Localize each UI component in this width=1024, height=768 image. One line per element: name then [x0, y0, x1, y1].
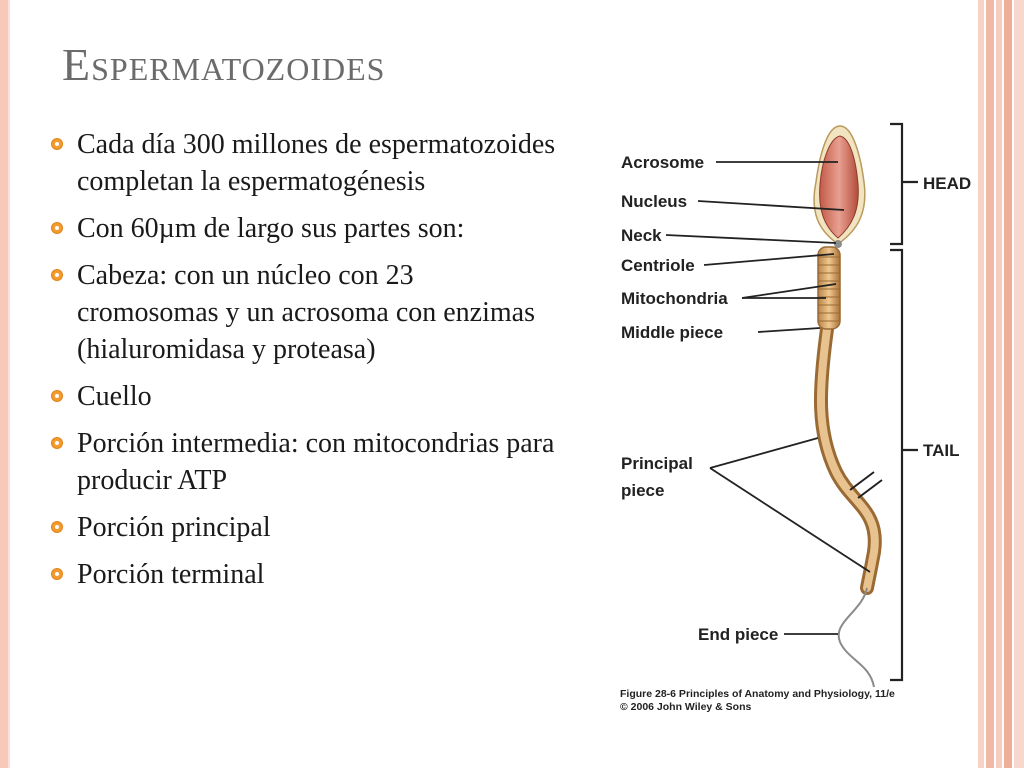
bullet-text: Con 60µm de largo sus partes son:: [77, 213, 465, 244]
middle-piece-shape: [818, 247, 840, 329]
right-frame-stripe: [986, 0, 994, 768]
label-middle-piece: Middle piece: [621, 323, 724, 342]
label-tail: TAIL: [923, 441, 960, 460]
sperm-diagram: [612, 112, 982, 722]
label-acrosome: Acrosome: [621, 153, 705, 172]
right-frame-stripe: [1014, 0, 1024, 768]
bullet-icon: [52, 438, 62, 448]
label-principal-piece-line2: piece: [621, 481, 665, 500]
bullet-text: Porción principal: [77, 512, 271, 543]
tail-bracket: [890, 250, 918, 680]
bullet-text: Cada día 300 millones de espermatozoides completan la espermatogénesis: [77, 129, 556, 197]
label-end-piece: End piece: [698, 625, 779, 644]
figure-credit-line1: Figure 28-6 Principles of Anatomy and Physiology, 11/e: [620, 688, 895, 700]
label-head: HEAD: [923, 174, 972, 193]
bullet-icon: [52, 522, 62, 532]
left-frame-stripe: [0, 0, 8, 768]
bullet-item: [50, 126, 560, 200]
bullet-list: [50, 126, 560, 603]
sperm-diagram-svg: [612, 112, 982, 722]
neck-centriole-dot: [834, 240, 842, 248]
label-principal-piece-line1: Principal: [621, 454, 693, 473]
head-bracket: [890, 124, 918, 244]
right-frame-stripe: [996, 0, 1002, 768]
label-neck: Neck: [621, 226, 662, 245]
left-frame-stripe-light: [8, 0, 10, 768]
bullet-text: Cuello: [77, 381, 152, 412]
bullet-item: [50, 425, 560, 499]
bullet-icon: [52, 569, 62, 579]
bullet-icon: [52, 139, 62, 149]
bullet-text: Cabeza: con un núcleo con 23 cromosomas y un acrosoma con enzimas (hialuromidasa y proteasa): [77, 260, 535, 365]
bullet-icon: [52, 270, 62, 280]
bullet-item: [50, 257, 560, 368]
bullet-item: [50, 378, 560, 415]
label-nucleus: Nucleus: [621, 192, 688, 211]
end-piece-shape: [839, 588, 874, 687]
label-mitochondria: Mitochondria: [621, 289, 728, 308]
right-frame-stripe: [1004, 0, 1012, 768]
bullet-item: [50, 509, 560, 546]
bullet-item: [50, 556, 560, 593]
bullet-icon: [52, 223, 62, 233]
slide-title: Espermatozoides: [62, 39, 386, 90]
bullet-text: Porción intermedia: con mitocondrias para producir ATP: [77, 428, 555, 496]
bullet-icon: [52, 391, 62, 401]
figure-credit: [620, 688, 895, 714]
figure-credit-line2: © 2006 John Wiley & Sons: [620, 701, 752, 713]
bullet-text: Porción terminal: [77, 559, 265, 590]
bullet-item: [50, 210, 560, 247]
label-centriole: Centriole: [621, 256, 695, 275]
